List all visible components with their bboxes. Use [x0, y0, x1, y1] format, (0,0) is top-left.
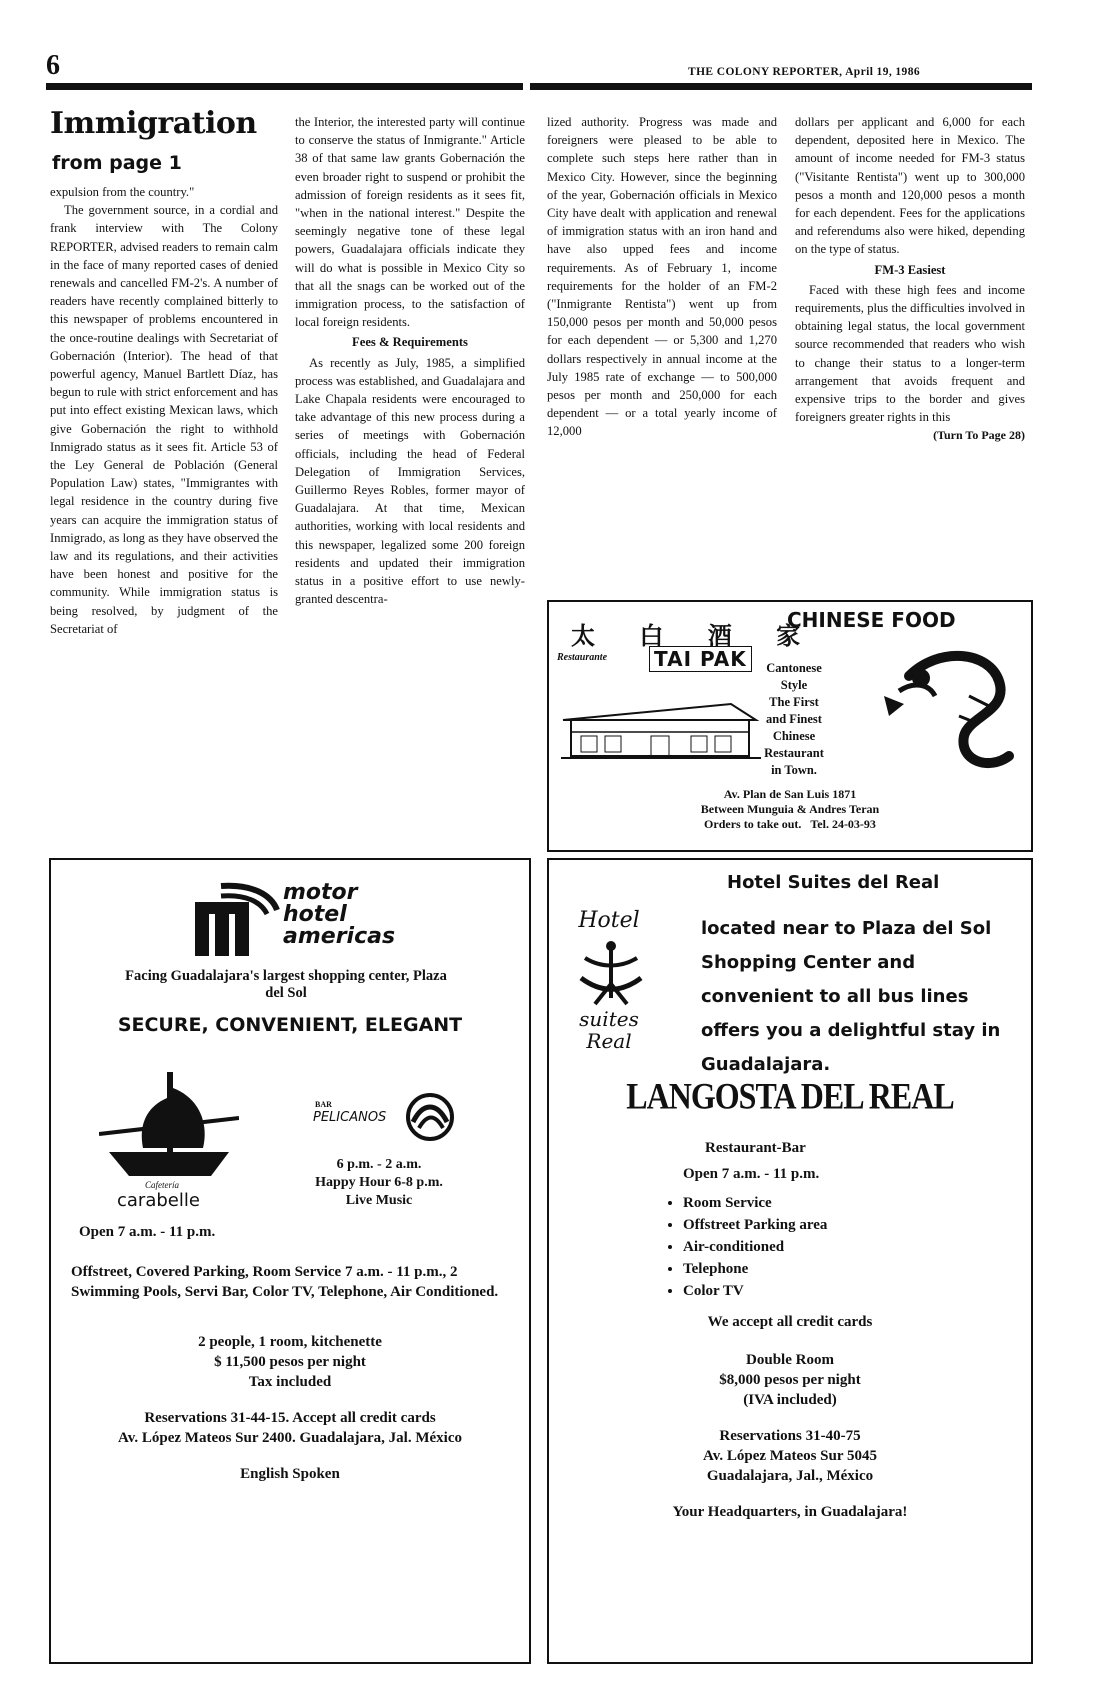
- suites-crest-icon: [571, 938, 651, 1008]
- suites-logo-bottom: [559, 1008, 659, 1052]
- room-info: [51, 1332, 529, 1392]
- tai-pak-between: Between Munguia & Andres Teran: [700, 802, 880, 816]
- restaurant-type: Restaurant-Bar: [705, 1140, 806, 1156]
- tai-pak-address: Av. Plan de San Luis 1871: [723, 787, 857, 801]
- article-column-1: [50, 183, 278, 853]
- suites-logo-top: Hotel: [578, 908, 640, 933]
- tagline-line: Style: [780, 678, 808, 692]
- logo-line: hotel: [283, 902, 347, 927]
- bar-small: BAR: [315, 1100, 332, 1109]
- tagline-line: Chinese: [772, 729, 816, 743]
- tagline-line: and Finest: [766, 712, 822, 726]
- paragraph: As recently as July, 1985, a simplified process was established, and Guadalajara and Lake Chapala residents were encouraged to take advantage of this new process during a series of meetings with Gobernación officials, including the head of Federal Delegation of Immigration Services, Guillermo Reyes Robles, former mayor of Guadalajara. At that time, Mexican authorities, working with local residents and this newspaper, legalized some 200 foreign residents and updated their immigration status in a positive effort to use newly-granted descentra-: [295, 355, 525, 607]
- pelicanos-bird-icon: [403, 1092, 457, 1142]
- hotel-title: Hotel Suites del Real: [727, 872, 940, 893]
- room-line: 2 people, 1 room, kitchenette: [198, 1334, 382, 1350]
- list-item: • Offstreet Parking area: [683, 1214, 827, 1236]
- list-item: • Telephone: [683, 1258, 827, 1280]
- tax-included: Tax included: [248, 1374, 332, 1390]
- room-type: Double Room: [746, 1352, 834, 1368]
- masthead: THE COLONY REPORTER, April 19, 1986: [688, 66, 921, 78]
- happy-hour: Happy Hour 6-8 p.m.: [315, 1175, 443, 1190]
- slogan: SECURE, CONVENIENT, ELEGANT: [117, 1014, 463, 1036]
- headline: Immigration: [50, 106, 257, 141]
- reservations: Reservations 31-40-75: [719, 1428, 861, 1444]
- bar-hours: 6 p.m. - 2 a.m.: [336, 1157, 422, 1172]
- room-price: $8,000 pesos per night: [719, 1372, 861, 1388]
- live-music: Live Music: [345, 1193, 413, 1208]
- cafeteria-name: carabelle: [117, 1190, 200, 1211]
- paragraph: lized authority. Progress was made and foreigners were pleased to be able to complete such steps here rather than in Mexico City. However, since the beginning of the year, Gobernación officials in Mexico City have dealt with application and renewal of immigration status with an iron hand and have also upped fees and income requirements. As of February 1, income requirements for the holder of an FM-2 ("Inmigrante Rentista") went up from 150,000 pesos per month and 50,000 pesos for each dependent — or 5,300 and 1,270 dollars respectively in annual income at the July 1985 rate of exchange — to 500,000 pesos per month and 250,000 for each dependent — or a total yearly income of 12,000: [547, 115, 777, 439]
- chinese-food-heading: CHINESE FOOD: [787, 608, 956, 632]
- chinese-characters: 太 白 酒 家: [571, 622, 819, 650]
- article-column-4: [795, 113, 1025, 583]
- paragraph: expulsion from the country.": [50, 185, 195, 199]
- logo-line: Real: [586, 1029, 632, 1053]
- open-hours: Open 7 a.m. - 11 p.m.: [79, 1224, 216, 1240]
- list-item: • Room Service: [683, 1192, 827, 1214]
- reservations-block: [549, 1426, 1031, 1486]
- ad-tai-pak: [547, 600, 1033, 852]
- logo-line: motor: [283, 880, 358, 905]
- header-rule-left: [46, 83, 523, 90]
- tagline-line: Cantonese: [766, 661, 822, 675]
- tagline-line: Restaurant: [764, 746, 824, 760]
- tagline-line: The First: [769, 695, 819, 709]
- header-rule-right: [530, 83, 1032, 90]
- tai-pak-tel: Tel. 24-03-93: [810, 817, 876, 831]
- reservations-block: [51, 1408, 529, 1448]
- article-column-3: [547, 113, 777, 583]
- ad-motor-hotel-americas: [49, 858, 531, 1664]
- restaurant-hours: Open 7 a.m. - 11 p.m.: [683, 1166, 820, 1182]
- address: Av. López Mateos Sur 2400. Guadalajara, Jal. México: [117, 1430, 462, 1446]
- hotel-description: located near to Plaza del Sol Shopping Center and convenient to all bus lines offers you a delightful stay in Guadalajara.: [701, 918, 1001, 1075]
- motto: Your Headquarters, in Guadalajara!: [672, 1504, 908, 1520]
- bar-info: [279, 1156, 479, 1210]
- jump-to: (Turn To Page 28): [933, 428, 1025, 443]
- tagline-line: in Town.: [771, 763, 817, 777]
- english-spoken: English Spoken: [240, 1466, 340, 1482]
- reservations: Reservations 31-44-15. Accept all credit cards: [144, 1410, 436, 1426]
- logo-line: americas: [283, 924, 396, 949]
- restaurante-label: Restaurante: [557, 652, 608, 663]
- article-column-2: [295, 113, 525, 853]
- features-list: [657, 1192, 827, 1302]
- address-line-2: Guadalajara, Jal., México: [706, 1468, 874, 1484]
- paragraph: Faced with these high fees and income requirements, plus the difficulties involved in obtaining legal status, the local government source recommended that readers who wish to change their status to a longer-term arrangement that avoids frequent and expensive trips to the border and gives foreigners greater rights in this: [795, 282, 1025, 425]
- motor-hotel-logo-text: [283, 882, 395, 948]
- tai-pak-orders: [549, 817, 1031, 832]
- amenities: Offstreet, Covered Parking, Room Service 7 a.m. - 11 p.m., 2 Swimming Pools, Servi Bar, Color TV, Telephone, Air Conditioned.: [71, 1264, 499, 1300]
- credit-cards: We accept all credit cards: [707, 1314, 873, 1330]
- bar-name: PELICANOS: [313, 1110, 387, 1125]
- paragraph: dollars per applicant and 6,000 for each dependent, deposited here in Mexico. The amount of income needed for FM-3 status ("Visitante Rentista") went up to 300,000 pesos a month and 120,000 pesos a month for each dependent. Fees for the applications and referendums also were hiked, depending on the type of status.: [795, 115, 1025, 257]
- logo-line: suites: [579, 1007, 639, 1031]
- facing-text: Facing Guadalajara's largest shopping center, Plaza del Sol: [125, 968, 447, 1001]
- motor-hotel-logo-icon: [191, 880, 281, 960]
- jump-from: from page 1: [52, 152, 182, 174]
- tai-pak-logo: TAI PAK: [649, 646, 752, 672]
- iva-included: (IVA included): [743, 1392, 837, 1408]
- restaurant-building-illustration: [561, 682, 761, 762]
- address-line-1: Av. López Mateos Sur 5045: [702, 1448, 878, 1464]
- langosta-del-real: LANGOSTA DEL REAL: [626, 1075, 954, 1117]
- tai-pak-address-block: [549, 787, 1031, 832]
- subhead-fees: Fees & Requirements: [352, 335, 468, 350]
- paragraph: the Interior, the interested party will continue to conserve the status of Inmigrante." Article 38 of that same law grants Gobernación the even broader right to suspend or prohibit the admission of foreign residents as it sees fit, "when in the national interest." Despite the seemingly negative tone of these legal powers, Guadalajara officials indicate they will do what is possible in Mexico City so that all the snags can be worked out of the immigration process, to the satisfaction of local foreign residents.: [295, 115, 525, 330]
- dragon-icon: [869, 636, 1019, 786]
- list-item: • Color TV: [683, 1280, 827, 1302]
- page-number: 6: [46, 50, 60, 81]
- room-block: [549, 1350, 1031, 1410]
- cafeteria-small: Cafetería: [145, 1180, 179, 1190]
- list-item: • Air-conditioned: [683, 1236, 827, 1258]
- paragraph: The government source, in a cordial and frank interview with The Colony REPORTER, advised readers to remain calm in the face of many reported cases of denied renewals and cancelled FM-2's. A number of readers have recently complained bitterly to this newspaper of problems encountered in the once-routine dealings with Secretariat of Gobernación (Interior). The head of that powerful agency, Manuel Bartlett Díaz, has begun to rule with strict enforcement and has put into effect existing Mexican laws, which give Gobernación the right to withhold Inmigrado status as it sees fit. Article 53 of the Ley General de Población (General Population Law) states, "Immigrantes with legal residence in the country during five years can acquire the immigration status of Inmigrado, as long as they have observed the law and its regulations, and their activities have been honest and positive for the community. While immigration status is being resolved, by judgment of the Secretariat of: [50, 203, 278, 636]
- tai-pak-tagline: [739, 660, 849, 779]
- subhead-fm3: FM-3 Easiest: [874, 262, 946, 277]
- carabelle-ship-icon: [99, 1068, 239, 1188]
- tai-pak-orders-text: Orders to take out.: [704, 817, 802, 831]
- ad-hotel-suites-del-real: [547, 858, 1033, 1664]
- room-price: $ 11,500 pesos per night: [214, 1354, 366, 1370]
